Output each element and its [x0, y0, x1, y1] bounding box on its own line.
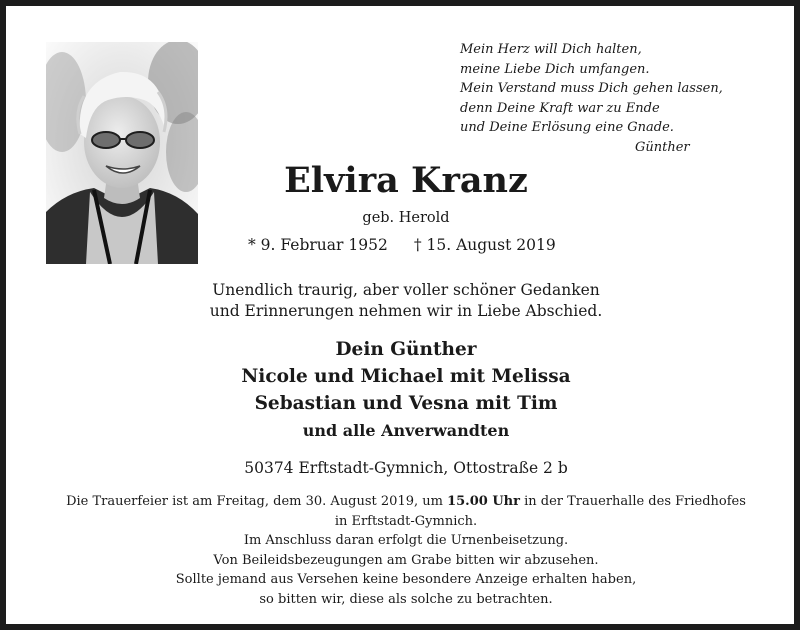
service-time: 15.00 Uhr [447, 494, 520, 509]
life-dates [248, 235, 556, 255]
poem-signature: Günther [635, 139, 690, 155]
mourner-name: Dein Günther [335, 339, 477, 360]
service-line: so bitten wir, diese als solche zu betrachten. [259, 591, 553, 607]
birth-name: geb. Herold [362, 210, 450, 226]
service-line-start: Die Trauerfeier ist am Freitag, dem 30. August 2019, um [66, 494, 448, 509]
farewell-line: Unendlich traurig, aber voller schöner Gedanken [212, 281, 600, 299]
poem-line: denn Deine Kraft war zu Ende [460, 100, 660, 116]
deceased-name: Elvira Kranz [284, 160, 528, 201]
service-line: Von Beileidsbezeugungen am Grabe bitten wir abzusehen. [213, 552, 599, 568]
mourner-name: Sebastian und Vesna mit Tim [254, 393, 558, 414]
mourners-list [106, 336, 706, 443]
service-line [36, 492, 776, 512]
service-info [36, 492, 776, 609]
poem-line: und Deine Erlösung eine Gnade. [460, 120, 674, 135]
poem-line: Mein Herz will Dich halten, [460, 42, 642, 57]
mourner-address: 50374 Erftstadt-Gymnich, Ottostraße 2 b [244, 459, 568, 477]
death-date: † 15. August 2019 [413, 236, 556, 254]
poem-line: meine Liebe Dich umfangen. [460, 61, 650, 77]
service-line-end: in der Trauerhalle des Friedhofes [519, 494, 746, 509]
service-line: Sollte jemand aus Versehen keine besondere Anzeige erhalten haben, [175, 572, 637, 587]
poem-line: Mein Verstand muss Dich gehen lassen, [460, 81, 723, 96]
mourner-name: Nicole und Michael mit Melissa [241, 366, 571, 387]
farewell-text [106, 280, 706, 322]
memorial-poem [460, 40, 760, 157]
portrait-photo [46, 42, 198, 264]
relatives-line: und alle Anverwandten [302, 421, 510, 440]
service-line: in Erftstadt-Gymnich. [334, 513, 478, 529]
farewell-line: und Erinnerungen nehmen wir in Liebe Abschied. [209, 302, 603, 320]
birth-date: * 9. Februar 1952 [248, 236, 388, 254]
service-line: Im Anschluss daran erfolgt die Urnenbeisetzung. [243, 533, 569, 548]
